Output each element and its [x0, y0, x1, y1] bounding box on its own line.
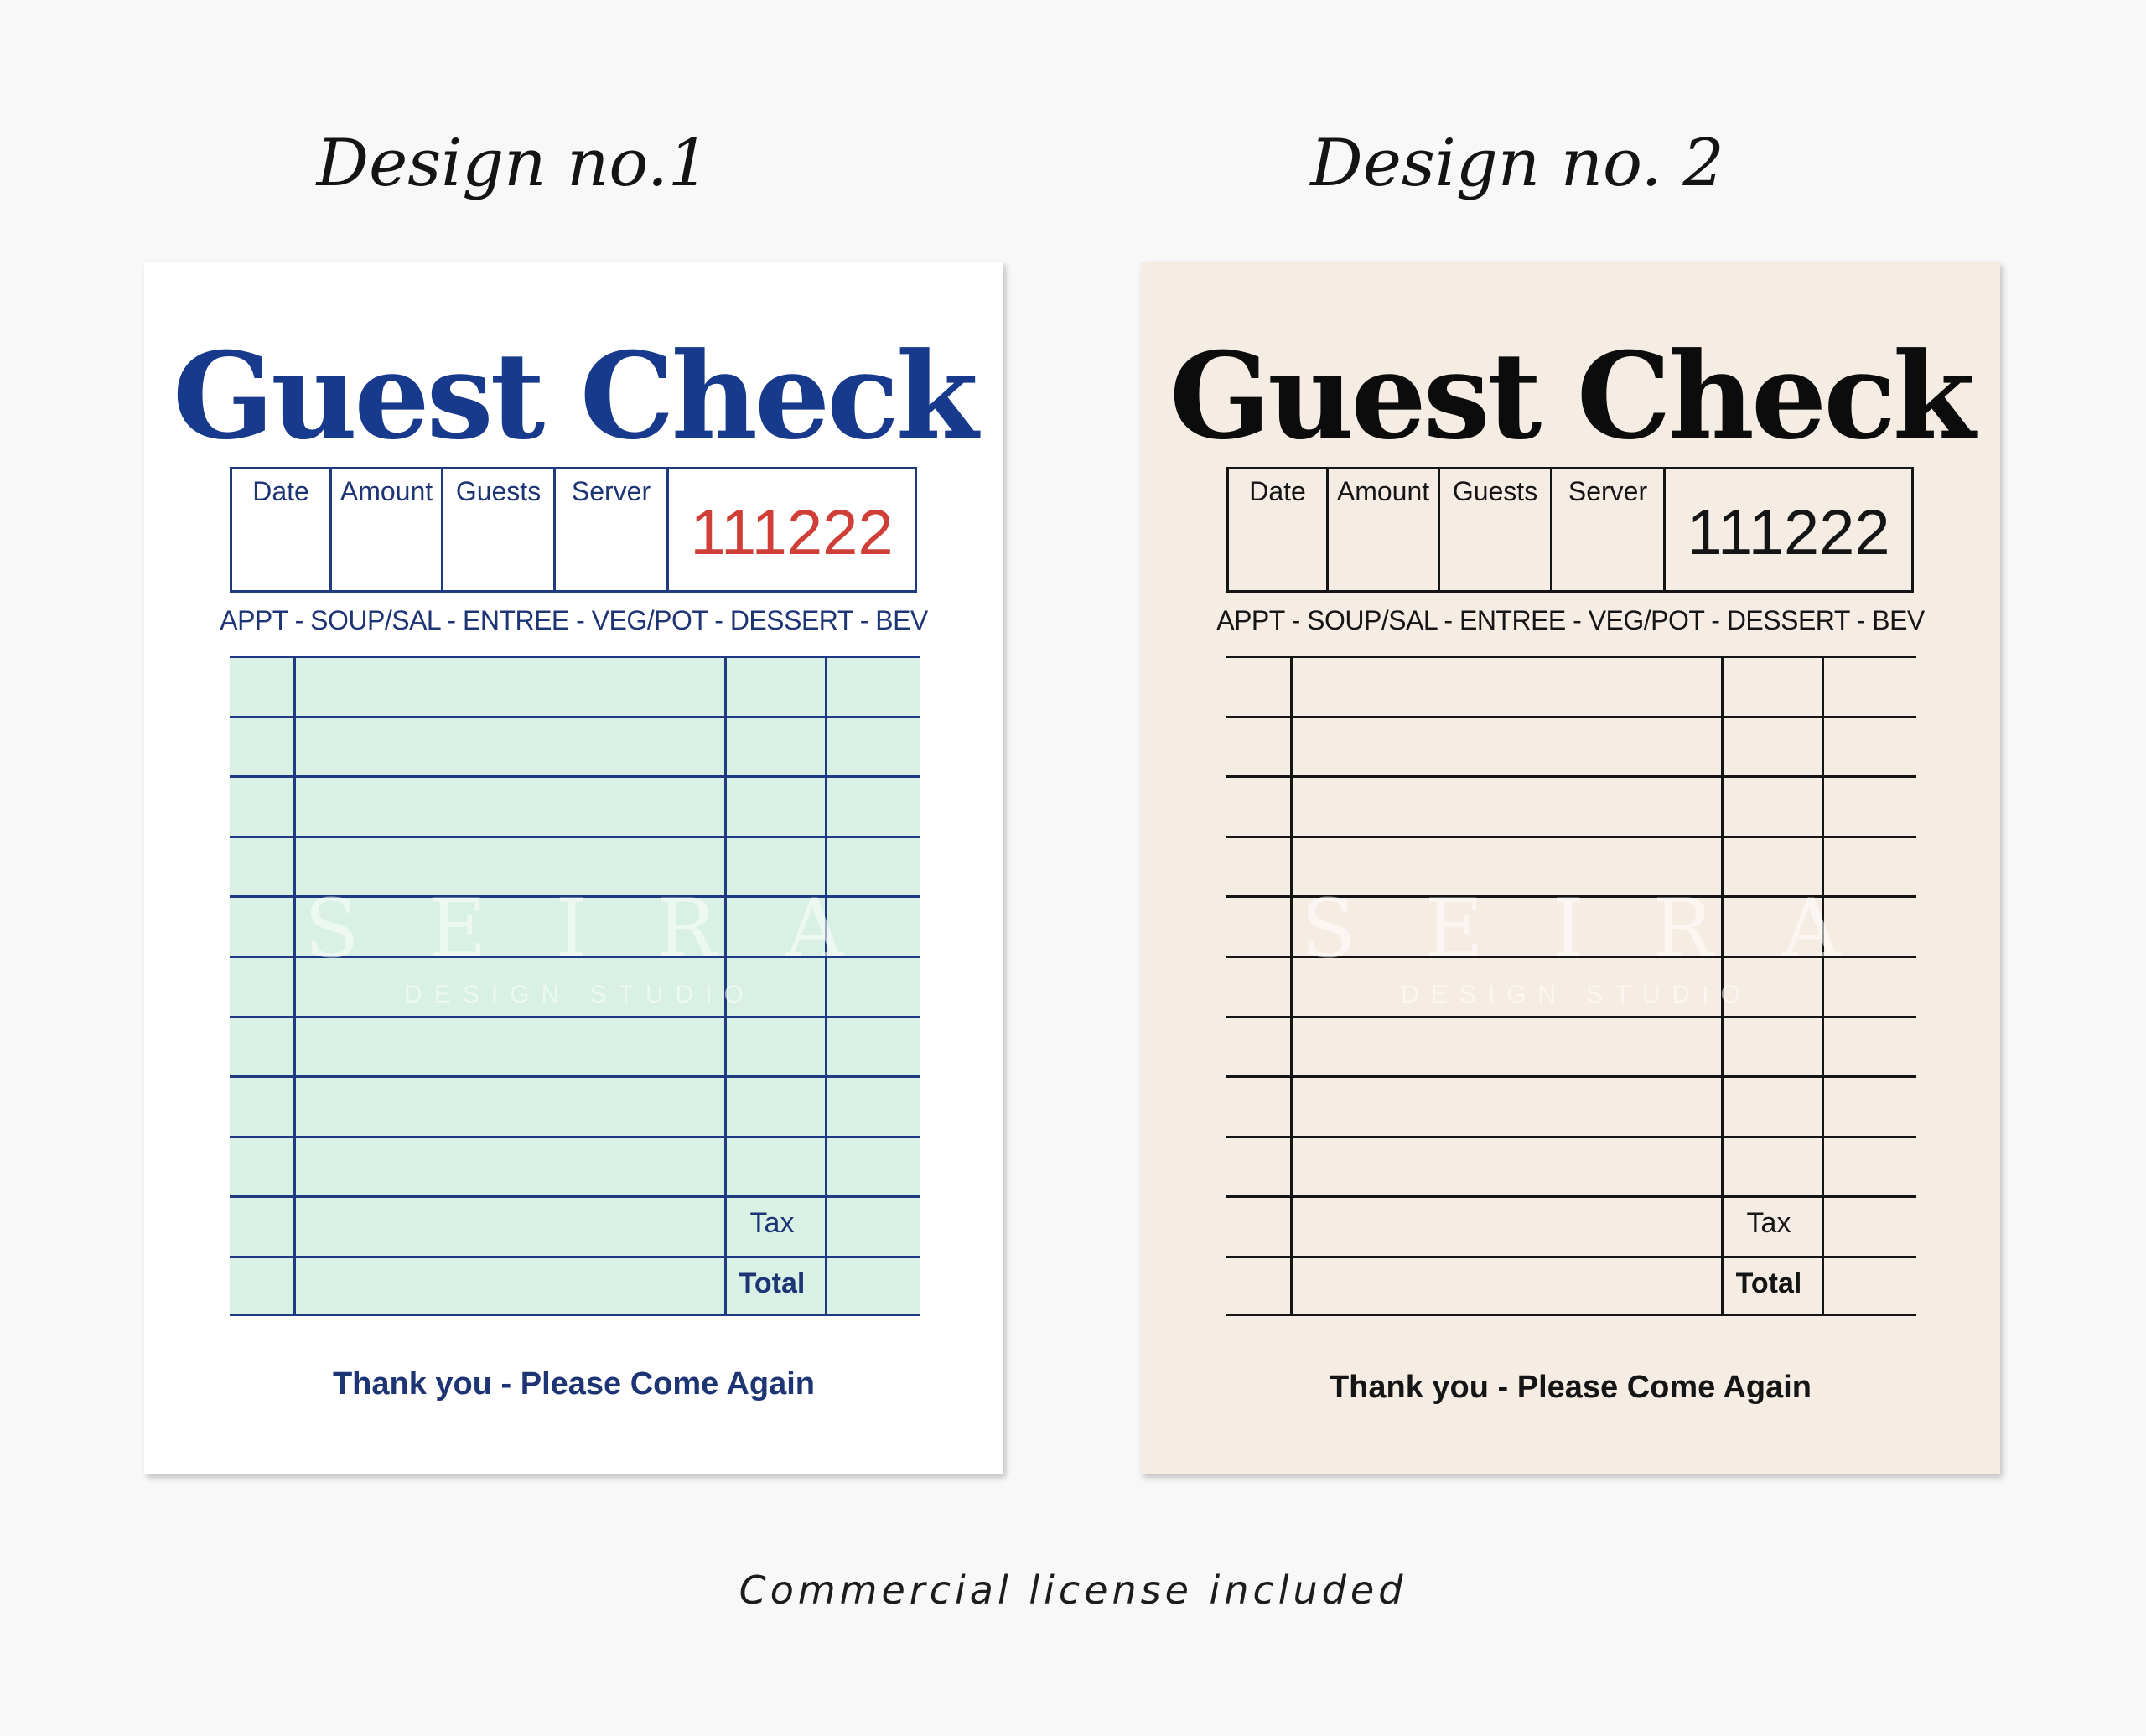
grid-row-line: [1226, 716, 1916, 718]
watermark-text: SEIRA: [1300, 882, 1910, 976]
check-number: 111222: [690, 496, 894, 568]
course-categories: APPT - SOUP/SAL - ENTREE - VEG/POT - DESSERT - BEV: [220, 605, 928, 635]
server-column-label: Server: [556, 469, 669, 590]
grid-row-line: [1226, 1016, 1916, 1018]
watermark-text: SEIRA: [303, 882, 913, 976]
grid-column-line: [724, 656, 727, 1316]
guest-check-heading: Guest Check: [1169, 327, 1972, 466]
grid-row-line: [230, 656, 920, 658]
tax-label: Tax: [1746, 1207, 1791, 1239]
check-number: 111222: [1687, 496, 1890, 568]
footer-message: Thank you - Please Come Again: [332, 1366, 816, 1402]
grid-row-line: [230, 775, 920, 778]
grid-column-line: [1822, 656, 1824, 1316]
grid-row-line: [1226, 1136, 1916, 1138]
grid-row-line: [1226, 956, 1916, 958]
tax-label: Tax: [749, 1207, 795, 1239]
design-2-title: Design no. 2: [1310, 126, 1724, 201]
grid-column-line: [1290, 656, 1293, 1316]
grid-column-line: [293, 656, 296, 1316]
watermark-subtext: DESIGN STUDIO: [1401, 981, 1752, 1008]
amount-column-label: Amount: [1329, 469, 1440, 590]
grid-row-line: [230, 956, 920, 958]
grid-row-line: [1226, 656, 1916, 658]
grid-row-line: [230, 716, 920, 718]
grid-row-line: [1226, 1256, 1916, 1258]
grid-row-line: [1226, 895, 1916, 898]
grid-row-line: [230, 1075, 920, 1078]
header-info-box: [1226, 467, 1914, 593]
grid-row-line: [1226, 1195, 1916, 1198]
header-info-box: [230, 467, 917, 593]
date-column-label: Date: [232, 469, 332, 590]
grid-row-line: [230, 1256, 920, 1258]
guests-column-label: Guests: [1440, 469, 1552, 590]
license-note: Commercial license included: [739, 1568, 1407, 1613]
grid-row-line: [230, 1016, 920, 1018]
course-categories: APPT - SOUP/SAL - ENTREE - VEG/POT - DESSERT - BEV: [1216, 605, 1925, 635]
grid-column-line: [825, 656, 827, 1316]
design-1-title: Design no.1: [316, 126, 710, 201]
guest-check-card-design-2: [1141, 262, 2000, 1474]
grid-row-line: [230, 895, 920, 898]
order-lines-grid: [230, 656, 920, 1316]
watermark-subtext: DESIGN STUDIO: [404, 981, 755, 1008]
guests-column-label: Guests: [443, 469, 556, 590]
grid-row-line: [1226, 1314, 1916, 1316]
footer-message: Thank you - Please Come Again: [1329, 1370, 1812, 1405]
total-label: Total: [739, 1267, 806, 1299]
guest-check-card-design-1: [144, 262, 1003, 1474]
grid-row-line: [230, 836, 920, 838]
grid-row-line: [230, 1136, 920, 1138]
grid-row-line: [1226, 836, 1916, 838]
amount-column-label: Amount: [332, 469, 443, 590]
grid-row-line: [230, 1195, 920, 1198]
grid-row-line: [1226, 775, 1916, 778]
date-column-label: Date: [1229, 469, 1329, 590]
total-label: Total: [1735, 1267, 1802, 1299]
guest-check-heading: Guest Check: [172, 327, 976, 466]
grid-row-line: [1226, 1075, 1916, 1078]
grid-column-line: [1721, 656, 1724, 1316]
order-lines-grid: [1226, 656, 1916, 1316]
grid-row-line: [230, 1314, 920, 1316]
server-column-label: Server: [1552, 469, 1666, 590]
